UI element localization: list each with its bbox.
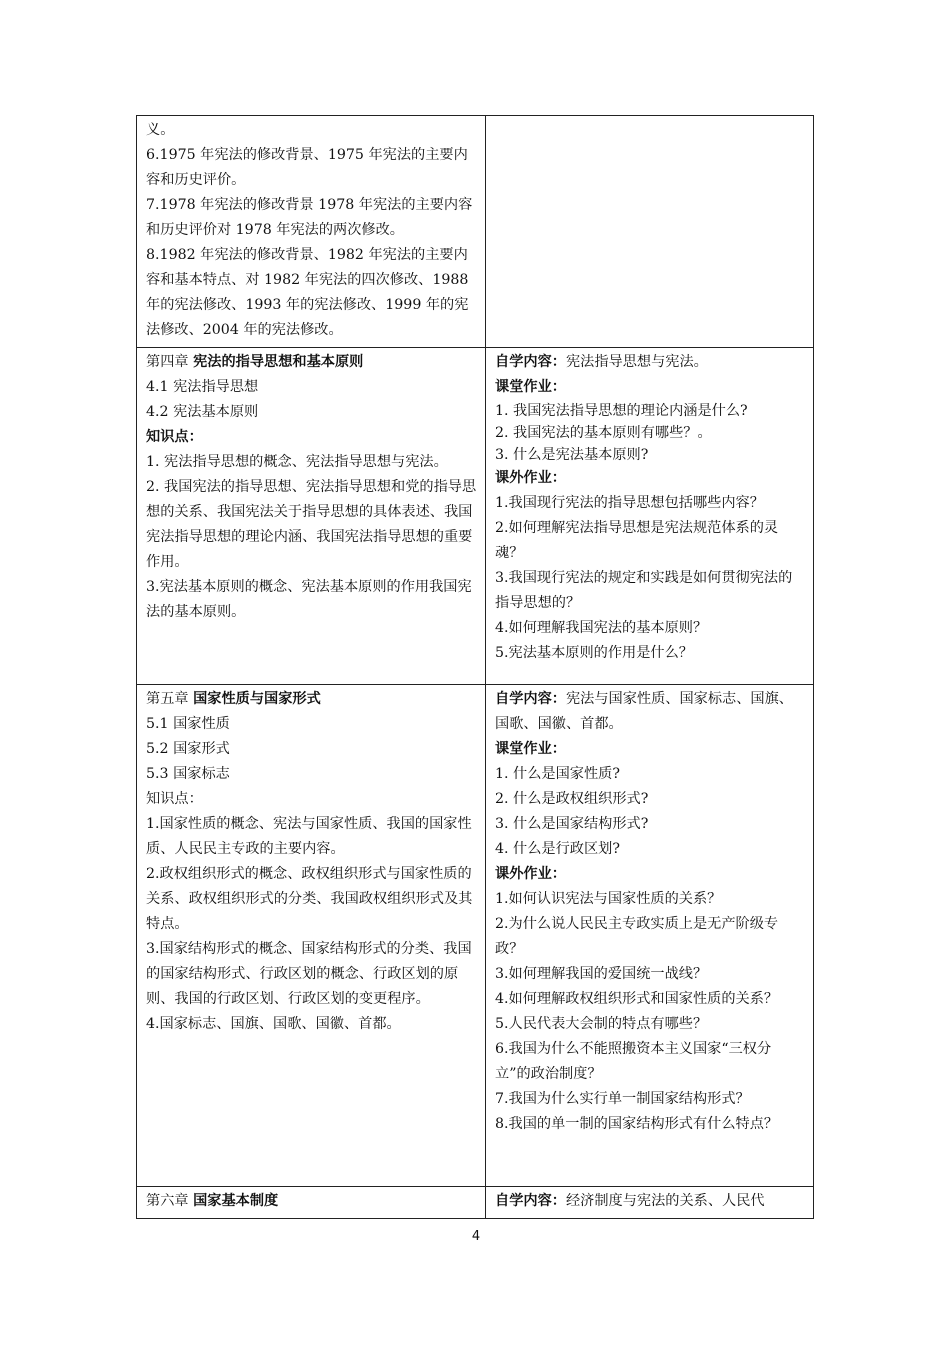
chapter-5-assignment-cell xyxy=(486,685,814,1187)
chapter-5-content-cell xyxy=(137,685,486,1187)
class-work-item: 3. 什么是宪法基本原则? xyxy=(495,447,649,463)
table-row-continuation xyxy=(137,116,814,348)
knowledge-item: 3.国家结构形式的概念、国家结构形式的分类、我国的国家结构形式、行政区划的概念、行政区划的原则、我国的行政区划、行政区划的变更程序。 xyxy=(146,941,472,1007)
self-study xyxy=(495,350,805,375)
section-item: 5.2 国家形式 xyxy=(146,741,230,757)
section-item: 4.2 宪法基本原则 xyxy=(146,404,259,420)
self-study-label: 自学内容： xyxy=(495,354,566,370)
self-study-label: 自学内容： xyxy=(495,691,566,707)
knowledge-item: 2.政权组织形式的概念、政权组织形式与国家性质的关系、政权组织形式的分类、我国政权组织形式及其特点。 xyxy=(146,866,473,932)
class-work-item: 4. 什么是行政区划? xyxy=(495,841,620,857)
knowledge-label: 知识点： xyxy=(146,791,203,807)
knowledge-label: 知识点： xyxy=(146,429,203,445)
text-line: 6.1975 年宪法的修改背景、1975 年宪法的主要内容和历史评价。 xyxy=(146,147,468,188)
table-row-chapter-6 xyxy=(137,1187,814,1219)
self-study-text: 宪法指导思想与宪法。 xyxy=(565,354,708,370)
homework-item: 6.我国为什么不能照搬资本主义国家“三权分立”的政治制度？ xyxy=(495,1041,772,1082)
class-work-item: 2. 什么是政权组织形式? xyxy=(495,791,649,807)
text-line: 义。 xyxy=(146,122,175,138)
class-work-item: 2. 我国宪法的基本原则有哪些？。 xyxy=(495,425,712,441)
homework-item: 3.我国现行宪法的规定和实践是如何贯彻宪法的指导思想的？ xyxy=(495,570,793,611)
class-work-item: 1. 什么是国家性质? xyxy=(495,766,620,782)
chapter-6-assignment-cell xyxy=(486,1187,814,1219)
knowledge-item: 2. 我国宪法的指导思想、宪法指导思想和党的指导思想的关系、我国宪法关于指导思想的具体表述、我国宪法指导思想的理论内涵、我国宪法指导思想的重要作用。 xyxy=(146,479,477,570)
page-number: 4 xyxy=(471,1229,481,1244)
chapter-title: 宪法的指导思想和基本原则 xyxy=(193,354,364,370)
knowledge-item: 1.国家性质的概念、宪法与国家性质、我国的国家性质、人民民主专政的主要内容。 xyxy=(146,816,472,857)
chapter-4-assignment-cell xyxy=(486,348,814,685)
chapter-4-content-cell xyxy=(137,348,486,685)
chapter-number: 第四章 xyxy=(146,354,189,370)
knowledge-item: 4.国家标志、国旗、国歌、国徽、首都。 xyxy=(146,1016,401,1032)
chapter-heading xyxy=(146,687,477,712)
chapter-heading xyxy=(146,1189,477,1214)
self-study xyxy=(495,1189,805,1214)
homework-item: 1.我国现行宪法的指导思想包括哪些内容？ xyxy=(495,495,764,511)
knowledge-item: 3.宪法基本原则的概念、宪法基本原则的作用我国宪法的基本原则。 xyxy=(146,579,472,620)
homework-item: 2.如何理解宪法指导思想是宪法规范体系的灵魂？ xyxy=(495,520,779,561)
homework-item: 4.如何理解政权组织形式和国家性质的关系？ xyxy=(495,991,779,1007)
self-study-text: 经济制度与宪法的关系、人民代 xyxy=(565,1193,765,1209)
homework-item: 7.我国为什么实行单一制国家结构形式？ xyxy=(495,1091,750,1107)
section-item: 5.1 国家性质 xyxy=(146,716,230,732)
chapter-6-content-cell xyxy=(137,1187,486,1219)
empty-cell xyxy=(486,116,814,348)
continuation-cell xyxy=(137,116,486,348)
table-row-chapter-4 xyxy=(137,348,814,685)
homework-item: 1.如何认识宪法与国家性质的关系？ xyxy=(495,891,722,907)
class-work-label: 课堂作业： xyxy=(495,379,566,395)
homework-item: 3.如何理解我国的爱国统一战线？ xyxy=(495,966,708,982)
section-item: 4.1 宪法指导思想 xyxy=(146,379,259,395)
chapter-title: 国家性质与国家形式 xyxy=(193,691,321,707)
homework-item: 2.为什么说人民民主专政实质上是无产阶级专政？ xyxy=(495,916,779,957)
class-work-item: 3. 什么是国家结构形式? xyxy=(495,816,649,832)
homework-label: 课外作业： xyxy=(495,866,566,882)
chapter-number: 第六章 xyxy=(146,1193,189,1209)
class-work-label: 课堂作业： xyxy=(495,741,566,757)
class-work-item: 1. 我国宪法指导思想的理论内涵是什么? xyxy=(495,403,748,419)
self-study-label: 自学内容： xyxy=(495,1193,566,1209)
chapter-heading xyxy=(146,350,477,375)
homework-item: 4.如何理解我国宪法的基本原则？ xyxy=(495,620,708,636)
homework-label: 课外作业： xyxy=(495,470,566,486)
text-line: 7.1978 年宪法的修改背景 1978 年宪法的主要内容和历史评价对 1978 年宪法的两次修改。 xyxy=(146,197,473,238)
knowledge-item: 1. 宪法指导思想的概念、宪法指导思想与宪法。 xyxy=(146,454,448,470)
syllabus-table xyxy=(136,115,814,1219)
section-item: 5.3 国家标志 xyxy=(146,766,230,782)
self-study xyxy=(495,687,805,737)
homework-item: 5.宪法基本原则的作用是什么？ xyxy=(495,645,693,661)
chapter-title: 国家基本制度 xyxy=(193,1193,279,1209)
text-line: 8.1982 年宪法的修改背景、1982 年宪法的主要内容和基本特点、对 1982 年宪法的四次修改、1988 年的宪法修改、1993 年的宪法修改、1999 年的宪法修改、2004 年的宪法修改。 xyxy=(146,247,469,338)
homework-item: 8.我国的单一制的国家结构形式有什么特点？ xyxy=(495,1116,779,1132)
table-row-chapter-5 xyxy=(137,685,814,1187)
homework-item: 5.人民代表大会制的特点有哪些？ xyxy=(495,1016,708,1032)
self-study-text: 宪法与国家性质、国家标志、国旗、国歌、国徽、首都。 xyxy=(495,691,793,732)
chapter-number: 第五章 xyxy=(146,691,189,707)
